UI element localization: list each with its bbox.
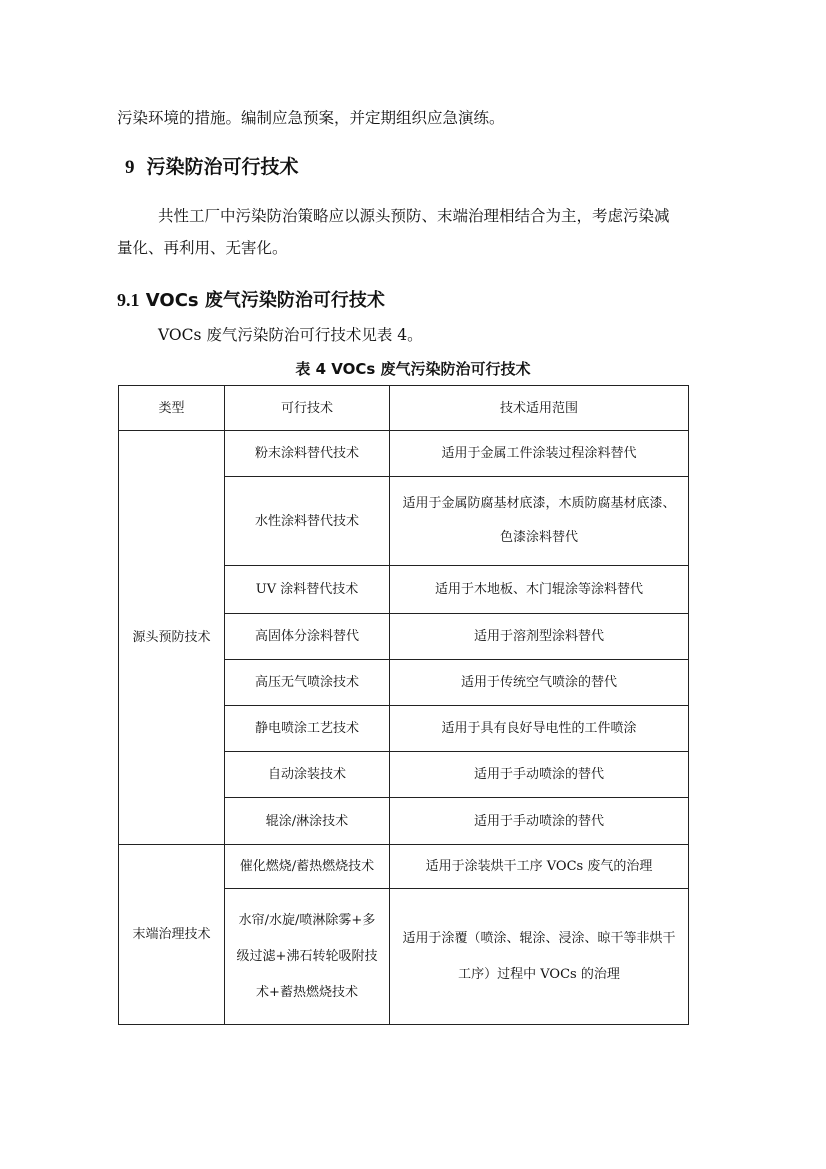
scope-cell: 适用于金属防腐基材底漆，木质防腐基材底漆、色漆涂料替代 — [390, 477, 689, 566]
header-type: 类型 — [119, 386, 225, 431]
header-scope: 技术适用范围 — [390, 386, 689, 431]
tech-cell: 粉末涂料替代技术 — [225, 431, 390, 477]
table-row — [119, 431, 689, 477]
section-number: 9 — [125, 157, 135, 178]
tech-cell: 静电喷涂工艺技术 — [225, 706, 390, 752]
intro-text: 污染环境的措施。编制应急预案，并定期组织应急演练。 — [117, 109, 505, 127]
scope-cell: 适用于涂装烘干工序 VOCs 废气的治理 — [390, 845, 689, 889]
scope-cell: 适用于手动喷涂的替代 — [390, 798, 689, 845]
scope-cell: 适用于木地板、木门辊涂等涂料替代 — [390, 566, 689, 614]
tech-cell: 水性涂料替代技术 — [225, 477, 390, 566]
subsection-number: 9.1 — [117, 290, 140, 310]
table-row — [119, 845, 689, 889]
section-heading — [125, 152, 299, 179]
scope-cell: 适用于手动喷涂的替代 — [390, 752, 689, 798]
tech-cell: 水帘/水旋/喷淋除雾+多级过滤+沸石转轮吸附技术+蓄热燃烧技术 — [225, 889, 390, 1025]
header-technology: 可行技术 — [225, 386, 390, 431]
tech-cell: 高压无气喷涂技术 — [225, 660, 390, 706]
subsection-title: VOCs 废气污染防治可行技术 — [145, 290, 385, 311]
section-title: 污染防治可行技术 — [146, 156, 299, 178]
type-cell-end-treatment: 末端治理技术 — [119, 845, 225, 1025]
voc-technology-table — [118, 385, 689, 1025]
scope-cell: 适用于金属工件涂装过程涂料替代 — [390, 431, 689, 477]
tech-cell: UV 涂料替代技术 — [225, 566, 390, 614]
subsection-paragraph: VOCs 废气污染防治可行技术见表 4。 — [158, 326, 423, 344]
section-paragraph-line-2: 量化、再利用、无害化。 — [117, 239, 288, 257]
scope-cell: 适用于具有良好导电性的工件喷涂 — [390, 706, 689, 752]
tech-cell: 自动涂装技术 — [225, 752, 390, 798]
table-header-row — [119, 386, 689, 431]
tech-cell: 辊涂/淋涂技术 — [225, 798, 390, 845]
tech-cell: 高固体分涂料替代 — [225, 614, 390, 660]
scope-cell: 适用于涂覆（喷涂、辊涂、浸涂、晾干等非烘干工序）过程中 VOCs 的治理 — [390, 889, 689, 1025]
section-paragraph-line-1: 共性工厂中污染防治策略应以源头预防、末端治理相结合为主，考虑污染减 — [158, 207, 670, 225]
subsection-heading — [117, 286, 385, 312]
scope-cell: 适用于传统空气喷涂的替代 — [390, 660, 689, 706]
scope-cell: 适用于溶剂型涂料替代 — [390, 614, 689, 660]
tech-cell: 催化燃烧/蓄热燃烧技术 — [225, 845, 390, 889]
table-caption: 表 4 VOCs 废气污染防治可行技术 — [295, 360, 531, 378]
type-cell-source-prevention: 源头预防技术 — [119, 431, 225, 845]
